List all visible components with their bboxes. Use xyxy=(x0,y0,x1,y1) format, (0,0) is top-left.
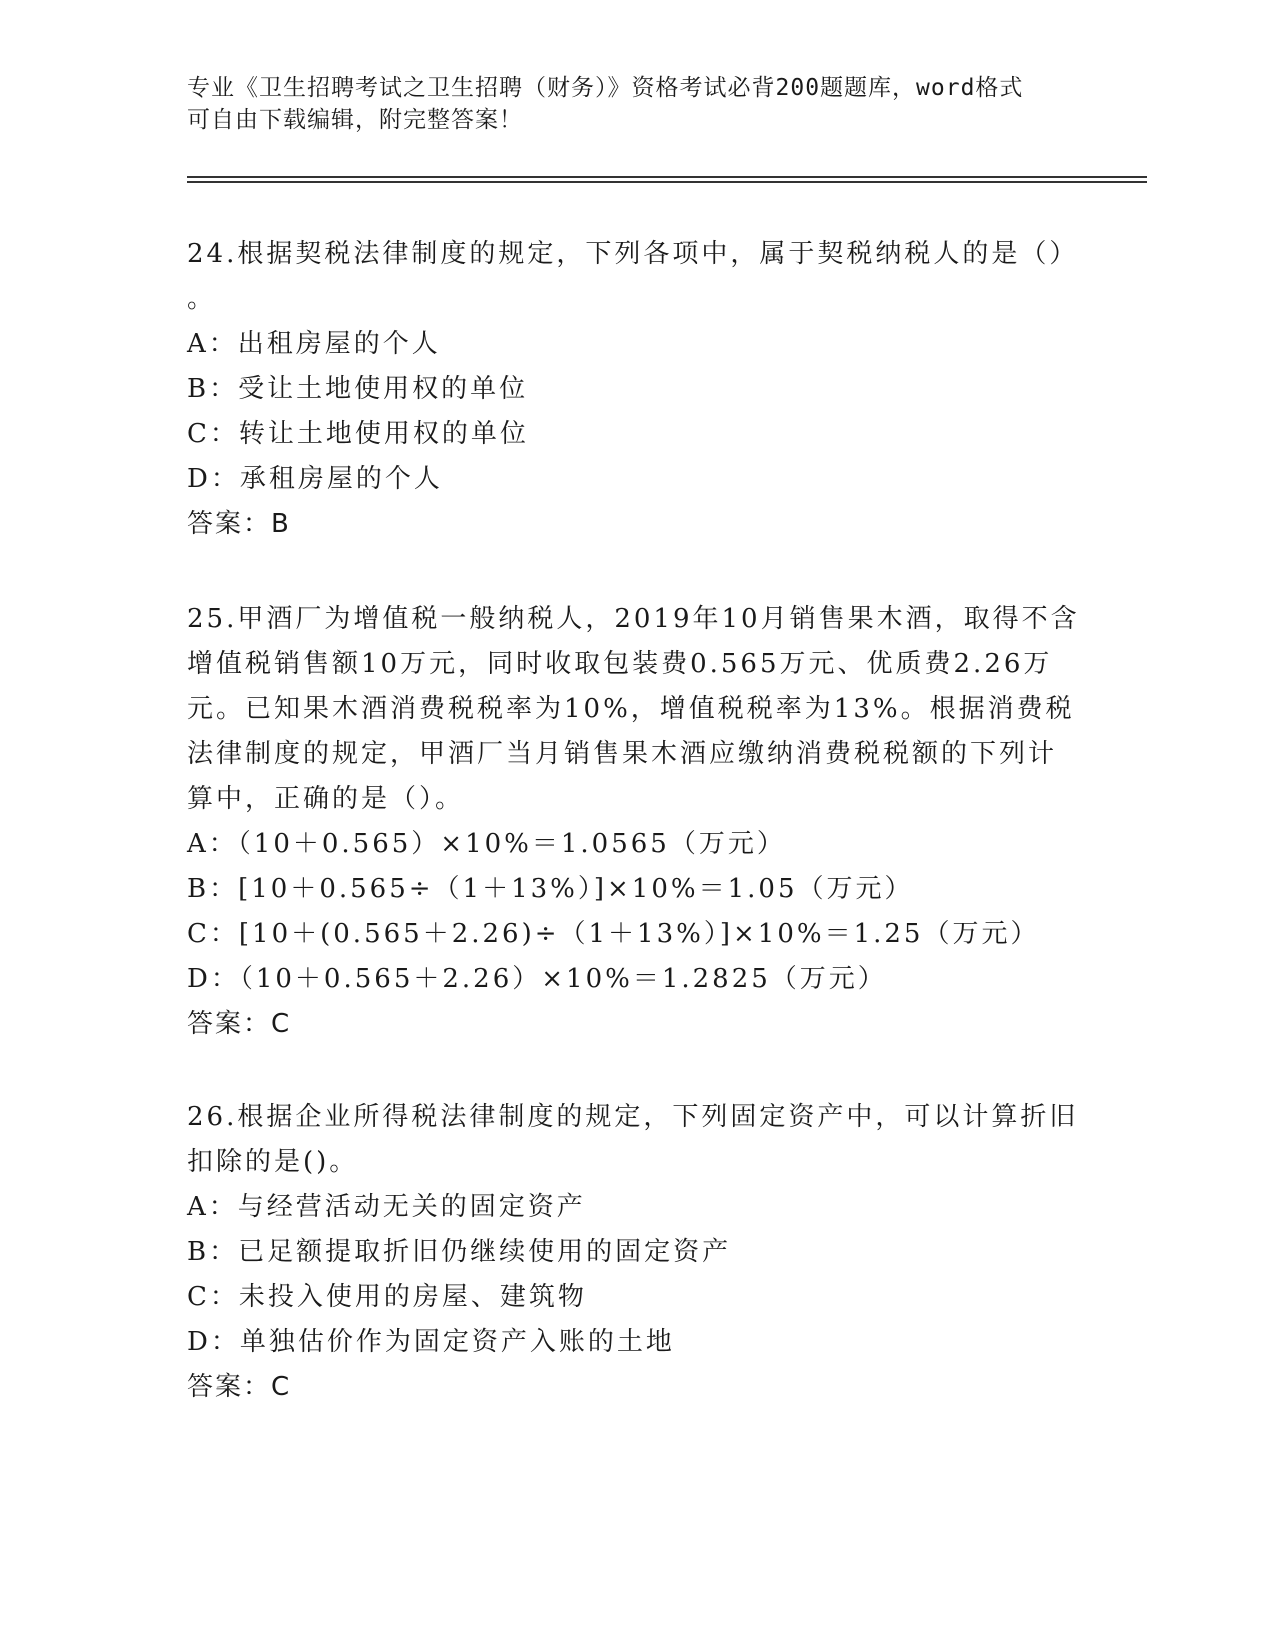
question-stem: 26.根据企业所得税法律制度的规定，下列固定资产中，可以计算折旧 xyxy=(187,1102,1079,1132)
option-d: D：承租房屋的个人 xyxy=(187,464,443,494)
option-a: A：与经营活动无关的固定资产 xyxy=(187,1192,586,1222)
answer-line: 答案：B xyxy=(187,509,291,539)
answer-line: 答案：C xyxy=(187,1009,292,1039)
option-d: D：（10＋0.565＋2.26）×10%＝1.2825（万元） xyxy=(187,964,887,994)
option-b: B：[10＋0.565÷（1＋13%）]×10%＝1.05（万元） xyxy=(187,874,914,904)
header-line: 可自由下载编辑，附完整答案！ xyxy=(187,107,523,133)
question-stem: 24.根据契税法律制度的规定，下列各项中，属于契税纳税人的是（） xyxy=(187,239,1079,269)
document-page xyxy=(187,0,1147,1650)
question-block xyxy=(187,232,1087,547)
option-b: B：受让土地使用权的单位 xyxy=(187,374,529,404)
question-stem: 扣除的是()。 xyxy=(187,1147,359,1177)
question-block xyxy=(187,597,1087,1047)
question-stem: 算中，正确的是（）。 xyxy=(187,784,465,814)
question-stem: 25.甲酒厂为增值税一般纳税人，2019年10月销售果木酒，取得不含 xyxy=(187,604,1080,634)
option-a: A：出租房屋的个人 xyxy=(187,329,441,359)
header-divider xyxy=(187,176,1147,178)
option-c: C：未投入使用的房屋、建筑物 xyxy=(187,1282,587,1312)
option-b: B：已足额提取折旧仍继续使用的固定资产 xyxy=(187,1237,732,1267)
question-stem: 增值税销售额10万元，同时收取包装费0.565万元、优质费2.26万 xyxy=(187,649,1053,679)
option-a: A：（10＋0.565）×10%＝1.0565（万元） xyxy=(187,829,786,859)
header-line: 专业《卫生招聘考试之卫生招聘（财务）》资格考试必背200题题库，word格式 xyxy=(187,75,1024,101)
option-d: D：单独估价作为固定资产入账的土地 xyxy=(187,1327,675,1357)
document-header-note xyxy=(187,72,1067,136)
question-stem: 法律制度的规定，甲酒厂当月销售果木酒应缴纳消费税税额的下列计 xyxy=(187,739,1058,769)
header-divider xyxy=(187,181,1147,183)
question-stem: 元。已知果木酒消费税税率为10%，增值税税率为13%。根据消费税 xyxy=(187,694,1075,724)
question-stem: 。 xyxy=(187,284,217,314)
option-c: C：转让土地使用权的单位 xyxy=(187,419,529,449)
answer-line: 答案：C xyxy=(187,1372,292,1402)
question-block xyxy=(187,1095,1087,1410)
option-c: C：[10＋(0.565＋2.26)÷（1＋13%）]×10%＝1.25（万元） xyxy=(187,919,1040,949)
